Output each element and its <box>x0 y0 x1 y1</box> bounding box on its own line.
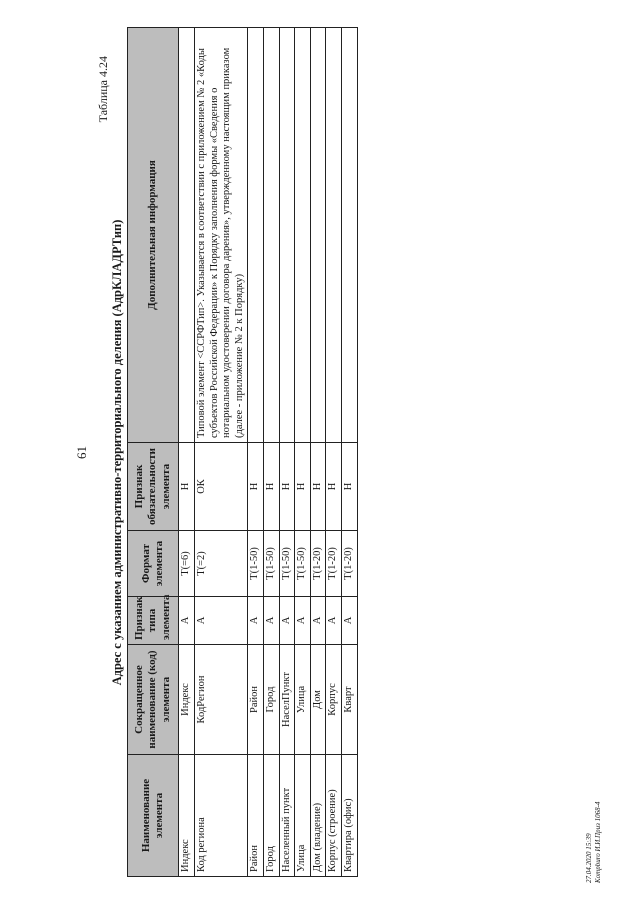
cell-name: Город <box>263 755 279 877</box>
cell-required: ОК <box>195 443 248 531</box>
table-row <box>248 28 264 877</box>
cell-format: T(1-50) <box>248 531 264 597</box>
cell-name: Дом (владение) <box>310 755 326 877</box>
table-row <box>326 28 342 877</box>
cell-code: Район <box>248 645 264 755</box>
cell-info <box>179 28 195 443</box>
cell-info <box>310 28 326 443</box>
cell-info <box>341 28 357 443</box>
cell-type: А <box>295 597 311 645</box>
cell-format: T(=2) <box>195 531 248 597</box>
cell-name: Корпус (строение) <box>326 755 342 877</box>
cell-format: T(1-20) <box>310 531 326 597</box>
table-row <box>295 28 311 877</box>
table-row <box>341 28 357 877</box>
cell-name: Улица <box>295 755 311 877</box>
cell-type: А <box>326 597 342 645</box>
table-row <box>279 28 295 877</box>
table-label: Таблица 4.24 <box>96 56 110 123</box>
cell-name: Район <box>248 755 264 877</box>
cell-code: Корпус <box>326 645 342 755</box>
column-header-required: Признак обязательности элемента <box>128 443 179 531</box>
column-header-name: Наименование элемента <box>128 755 179 877</box>
cell-required: Н <box>326 443 342 531</box>
cell-info <box>248 28 264 443</box>
cell-type: А <box>195 597 248 645</box>
data-table <box>127 27 358 877</box>
stamp-date: 27.04.2020 15:39 <box>585 833 593 883</box>
cell-info <box>263 28 279 443</box>
column-header-code: Сокращенное наименование (код) элемента <box>128 645 179 755</box>
cell-code: Кварт <box>341 645 357 755</box>
cell-format: T(=6) <box>179 531 195 597</box>
cell-format: T(1-50) <box>295 531 311 597</box>
cell-type: А <box>248 597 264 645</box>
cell-required: Н <box>341 443 357 531</box>
cell-format: T(1-50) <box>279 531 295 597</box>
cell-type: А <box>310 597 326 645</box>
table-row <box>263 28 279 877</box>
cell-info <box>279 28 295 443</box>
cell-format: T(1-50) <box>263 531 279 597</box>
cell-required: Н <box>248 443 264 531</box>
cell-required: Н <box>263 443 279 531</box>
cell-code: Индекс <box>179 645 195 755</box>
table-title: Адрес с указанием административно-территориального деления (АдрКЛАДРТип) <box>110 219 124 686</box>
cell-required: Н <box>279 443 295 531</box>
column-header-info: Дополнительная информация <box>128 28 179 443</box>
cell-name: Квартира (офис) <box>341 755 357 877</box>
cell-format: T(1-20) <box>341 531 357 597</box>
cell-required: Н <box>310 443 326 531</box>
cell-name: Населенный пункт <box>279 755 295 877</box>
stamp-author: Kompburo И.И.Приз 1068-4 <box>594 801 603 883</box>
page-number: 61 <box>74 446 89 459</box>
cell-name: Код региона <box>195 755 248 877</box>
table-row <box>195 28 248 877</box>
cell-type: А <box>263 597 279 645</box>
cell-type: А <box>279 597 295 645</box>
column-header-type: Признак типа элемента <box>128 597 179 645</box>
cell-code: Дом <box>310 645 326 755</box>
cell-type: А <box>179 597 195 645</box>
column-header-format: Формат элемента <box>128 531 179 597</box>
cell-name: Индекс <box>179 755 195 877</box>
table-row <box>179 28 195 877</box>
cell-info <box>326 28 342 443</box>
cell-info <box>295 28 311 443</box>
cell-info: Типовой элемент <ССРФТип>. Указывается в соответствии с приложением № 2 «Коды субъектов Российской Федерации» к Порядку заполнения формы «Сведения о нотариальном удостоверении договора дарения», утвержденному настоящим приказом (далее - приложение № 2 к Порядку) <box>195 28 248 443</box>
table-row <box>310 28 326 877</box>
cell-code: Улица <box>295 645 311 755</box>
cell-code: КодРегион <box>195 645 248 755</box>
cell-format: T(1-20) <box>326 531 342 597</box>
registration-stamp <box>585 802 603 883</box>
cell-required: Н <box>179 443 195 531</box>
cell-required: Н <box>295 443 311 531</box>
cell-code: Город <box>263 645 279 755</box>
cell-type: А <box>341 597 357 645</box>
table-header-row <box>128 28 179 877</box>
cell-code: НаселПункт <box>279 645 295 755</box>
